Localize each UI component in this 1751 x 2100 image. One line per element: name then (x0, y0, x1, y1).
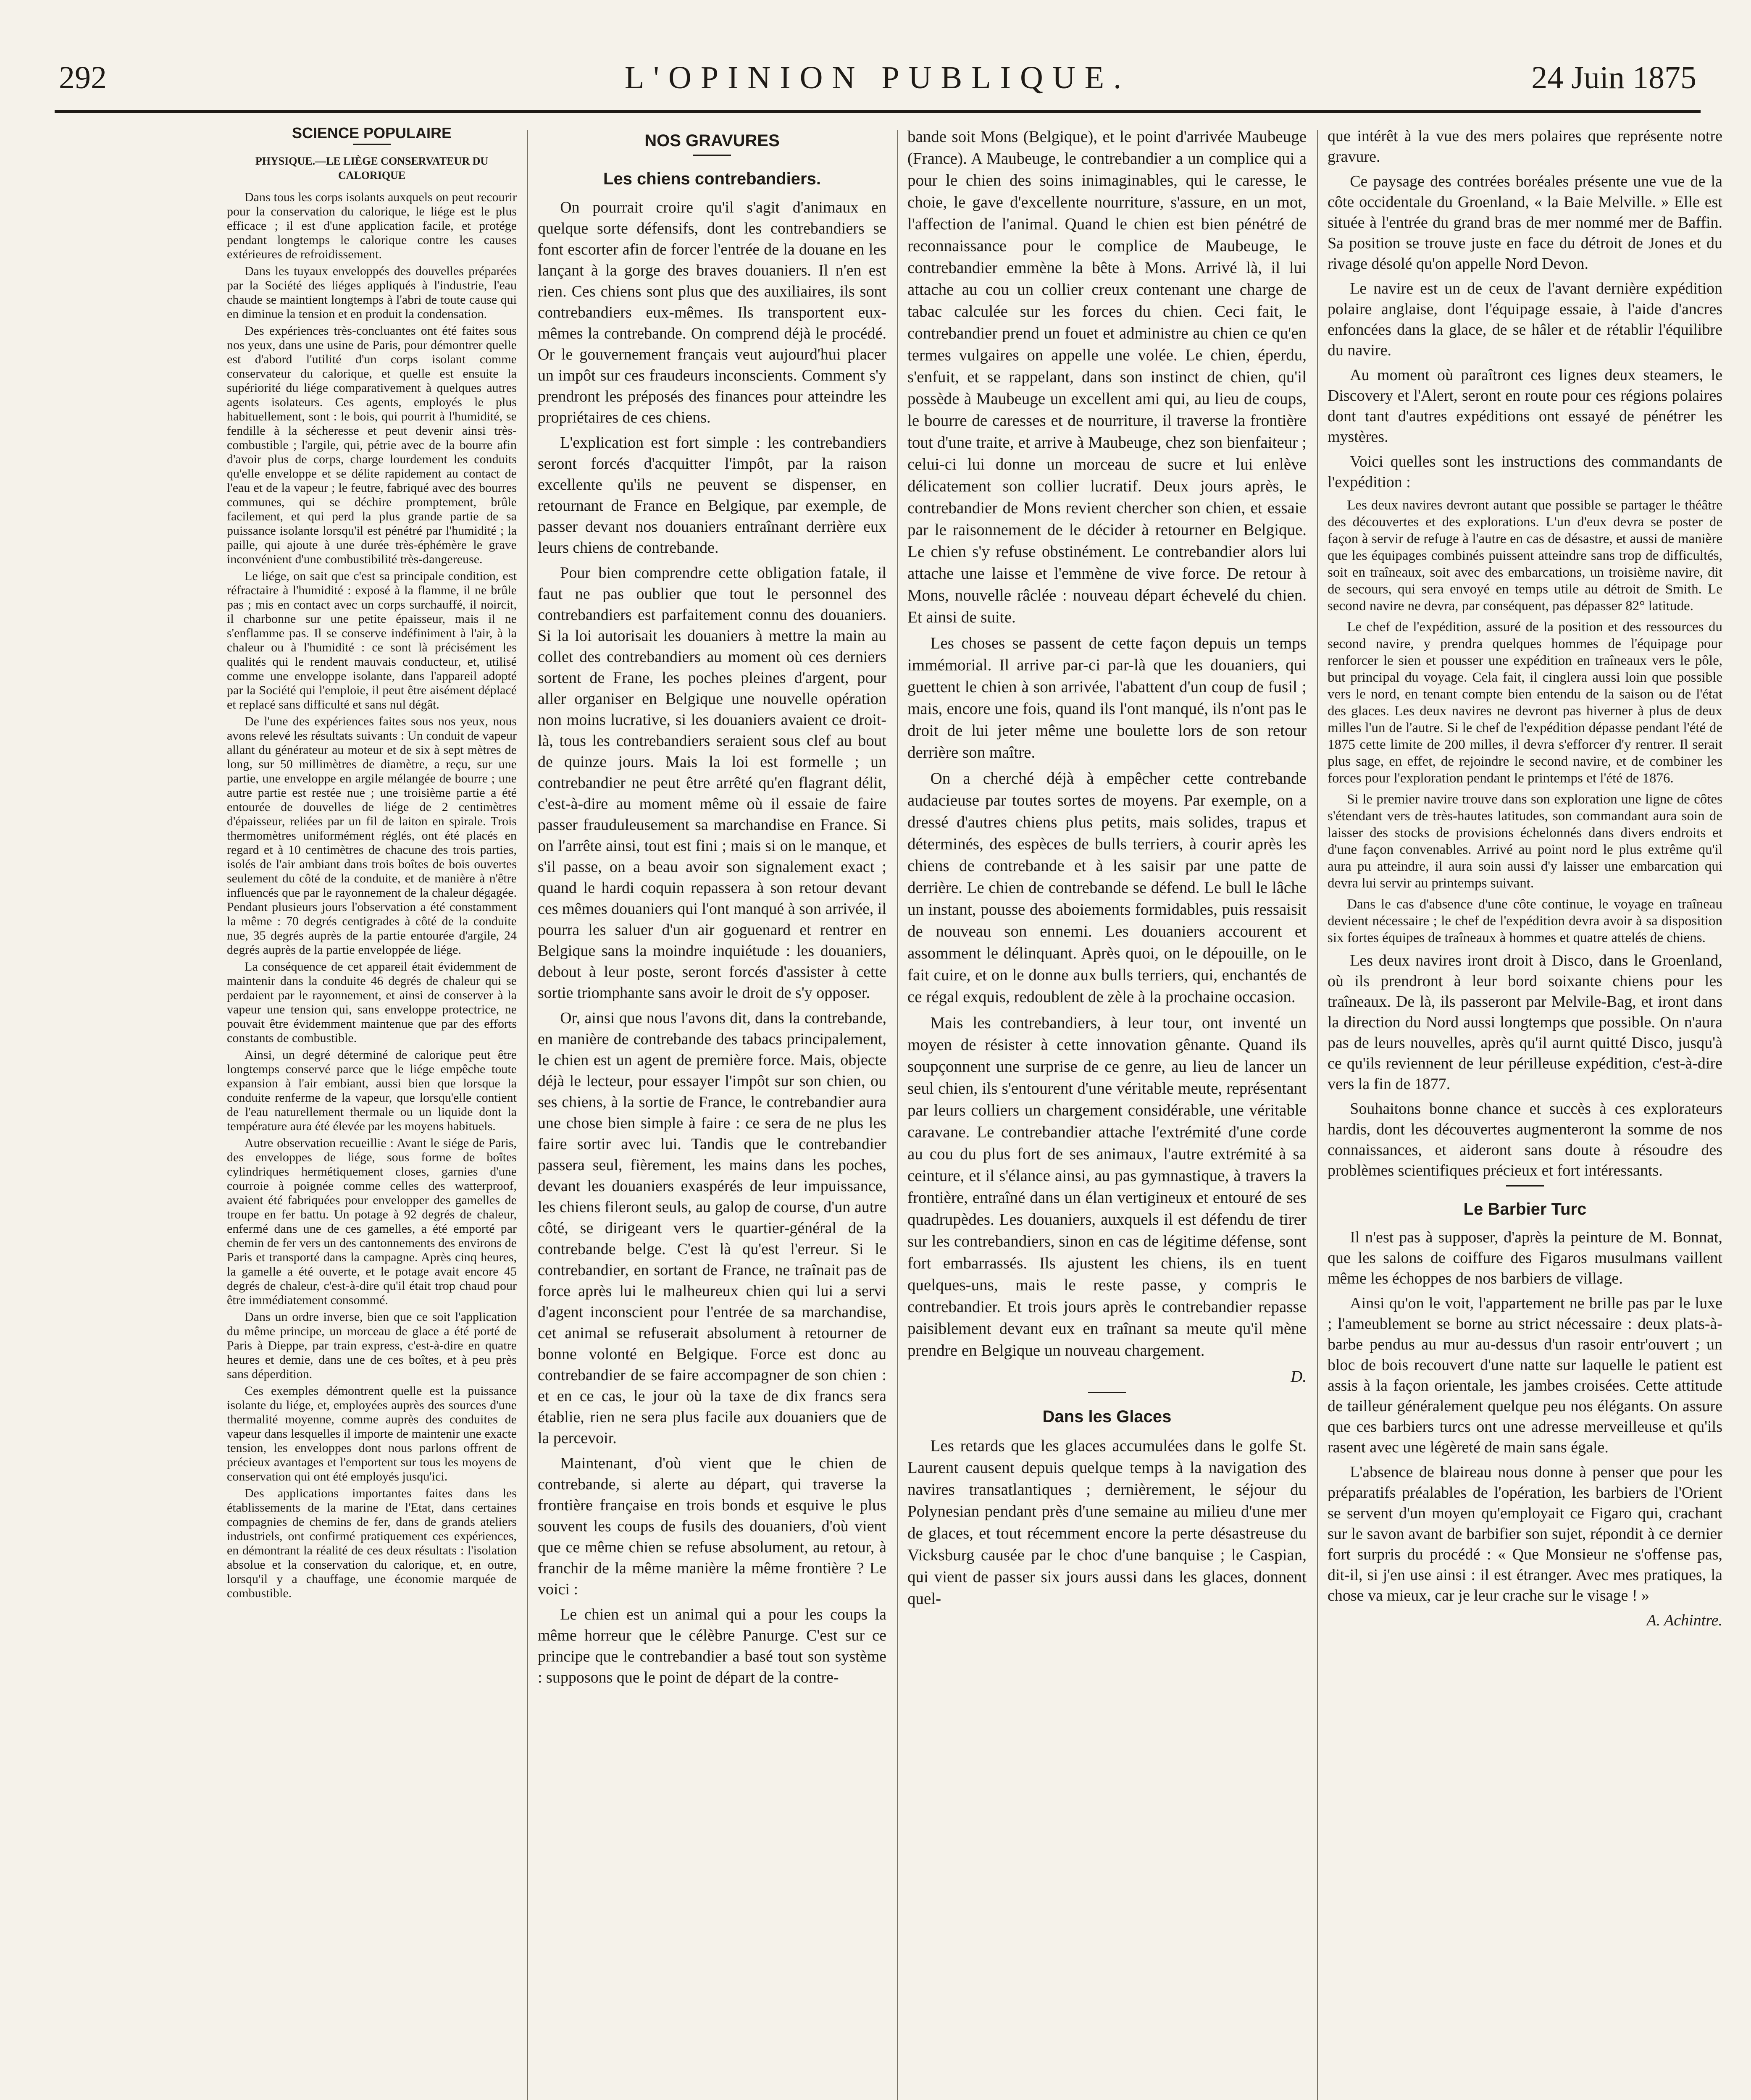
column-chiens-suite (907, 126, 1307, 2100)
column-science (227, 126, 517, 2100)
paragraph: Si le premier navire trouve dans son exploration une ligne de côtes s'étendant vers de très-hautes latitudes, son commandant aura soin de laisser des stocks de provisions échelonnés dans divers endroits et d'une façon convenables. Arrivé au point nord le plus extrême qu'il aura pu atteindre, il aura soin aussi d'y laisser une embarcation qui devra lui servir au printemps suivant. (1328, 792, 1722, 891)
paragraph: Pour bien comprendre cette obligation fatale, il faut ne pas oublier que tout le personnel des contrebandiers est parfaitement connu des douaniers. Si la loi autorisait les douaniers à mettre la main au collet des contrebandiers au moment où ces derniers sortent de Frane, les poches pleines d'argent, pour aller organiser en Belgique une nouvelle opération non moins lucrative, si les douaniers avaient ce droit-là, tous les contrebandiers seraient sous clef au bout de quinze jours. Mais la loi est formelle ; un contrebandier ne peut être arrêté qu'en flagrant délit, c'est-à-dire au moment même où il essaie de faire passer frauduleusement sa marchandise en France. Si on l'arrête ainsi, tout est fini ; mais si on le manque, et s'il passe, on a beau avoir son signalement exact ; quand le hardi coquin repassera à son retour devant ces mêmes douaniers qui l'ont manqué à son arrivée, il pourra les saluer d'un air goguenard et rentrer en Belgique sans la moindre inquiétude : les douaniers, debout à leur poste, seront forcés d'assister à cette sortie triomphante sans avoir le droit de s'y opposer. (538, 564, 886, 1002)
paragraph: Les deux navires devront autant que possible se partager le théâtre des découvertes et des explorations. L'un d'eux devra se poster de façon à servir de refuge à l'autre en cas de désastre, et aussi de manière que les équipages combinés puissent atteindre sans trop de difficultés, soit en traîneaux, soit avec des embarcations, un troisième navire, dit de secours, qui sera envoyé en temps utile au détroit de Smith. Le second navire ne devra, par conséquent, pas dépasser 82° latitude. (1328, 498, 1722, 614)
signature: D. (1291, 1368, 1307, 1386)
short-rule (1088, 1392, 1126, 1393)
article-title: Les chiens contrebandiers. (603, 170, 821, 188)
paragraph: On pourrait croire qu'il s'agit d'animaux en quelque sorte défensifs, dont les contrebandiers se font escorter afin de forcer l'entrée de la douane en les lançant à la gorge des braves douaniers. Il n'en est rien. Ces chiens sont plus que des auxiliaires, ils sont contrebandiers eux-mêmes. Ils transportent eux-mêmes la contrebande. On comprend déjà le procédé. Or le gouvernement français veut aujourd'hui placer un impôt sur ces fraudeurs inconscients. Comment s'y prendront les préposés des finances pour atteindre les propriétaires de ces chiens. (538, 199, 886, 426)
columns (227, 126, 1727, 2100)
paragraph: Le chien est un animal qui a pour les coups la même horreur que le célèbre Panurge. C'est sur ce principe que le contrebandier a basé tout son système : supposons que le point de départ de la contre- (538, 1606, 886, 1686)
paragraph: Mais les contrebandiers, à leur tour, ont inventé un moyen de résister à cette innovation gênante. Quand ils soupçonnent une surprise de ce genre, au lieu de lancer un seul chien, ils s'entourent d'une véritable meute, représentant par leurs colliers un chargement considérable, une véritable caravane. Le contrebandier attache l'extrémité d'une corde au cou du plus fort de ses animaux, l'autre extrémité à sa ceinture, et il s'élance ainsi, au pas gymnastique, à travers la frontière, entraîné dans un élan vertigineux et entouré de ses quadrupèdes. Les douaniers, auxquels il est défendu de tirer sur les contrebandiers, sinon en cas de légitime défense, sont fort embarrassés. Ils ajustent les chiens, ils en tuent quelques-uns, mais le reste passe, y compris le contrebandier. Et trois jours après le contrebandier repasse paisiblement devant eux en traînant sa meute qu'il mène prendre en Belgique un nouveau chargement. (907, 1014, 1307, 1360)
paragraph: Souhaitons bonne chance et succès à ces explorateurs hardis, dont les découvertes augmenteront la somme de nos connaissances, et aideront sans doute à résoudre des problèmes scientifiques précieux et fort intéressants. (1328, 1100, 1722, 1179)
short-rule (693, 155, 731, 156)
paragraph: bande soit Mons (Belgique), et le point d'arrivée Maubeuge (France). A Maubeuge, le contrebandier a un complice qui a pour le chien des soins inimaginables, qui le caresse, le choie, le gave d'excellente nourriture, s'assure, en un mot, l'affection de l'animal. Quand le chien est bien pénétré de reconnaissance pour le complice de Maubeuge, le contrebandier emmène la bête à Mons. Arrivé là, il lui attache au cou un collier creux contenant une charge de tabac calculée sur les forces du chien. Ceci fait, le contrebandier prend un fouet et administre au chien ce qu'en termes vulgaires on appelle une volée. Le chien, éperdu, s'enfuit, et se rappelant, dans son instinct de chien, qu'il possède à Maubeuge un excellent ami qui, au lieu de coups, le bourre de caresses et de nourriture, il traverse la frontière tout d'une traite, et arrive à Maubeuge, chez son bienfaiteur ; celui-ci lui donne un morceau de sucre et lui enlève délicatement son collier lucratif. Deux jours après, le contrebandier de Mons revient chercher son chien, et essaie par le raisonnement de le décider à retourner en Belgique. Le chien s'y refuse obstinément. Le contrebandier alors lui attache une laisse et l'emmène de vive force. De retour à Mons, nouvelle râclée : nouveau départ échevelé du chien. Et ainsi de suite. (907, 128, 1307, 626)
column-gravures (538, 126, 886, 2100)
signature: A. Achintre. (1646, 1612, 1722, 1629)
paragraph: Le chef de l'expédition, assuré de la position et des ressources du second navire, y prendra quelques hommes de l'équipage pour renforcer le sien et pousser une expédition en traîneaux vers le pôle, but principal du voyage. Cela fait, il cinglera aussi loin que possible vers le nord, en tenant compte bien entendu de la saison ou de l'état des glaces. Les deux navires ne devront pas hiverner à plus de deux milles l'un de l'autre. Si le chef de l'expédition dépasse pendant l'été de 1875 cette limite de 200 milles, il devra s'efforcer d'y rentrer. Il serait plus sage, en effet, de rejoindre le second navire, et de combiner les forces pour l'exploration pendant le printemps et l'été de 1876. (1328, 620, 1722, 786)
paragraph: Ces exemples démontrent quelle est la puissance isolante du liége, et, employées auprès des sources d'une thermalité moyenne, comme auprès des conduites de vapeur dans lesquelles il importe de maintenir une exacte tension, les enveloppes dont nous parlons offrent de précieux avantages et l'emportent sur tous les moyens de conservation qui ont été employés jusqu'ici. (227, 1384, 517, 1483)
paragraph: Le navire est un de ceux de l'avant dernière expédition polaire anglaise, dont l'équipage essaie, à l'aide d'ancres enfoncées dans la glace, de se hâler et de rétablir l'équilibre du navire. (1328, 280, 1722, 359)
paragraph: Des expériences très-concluantes ont été faites sous nos yeux, dans une usine de Paris, pour démontrer quelle est d'abord l'utilité d'un corps isolant comme conservateur du calorique, et quelle est ensuite la supériorité du liége comparativement à quelques autres agents isolateurs. Ces agents, employés le plus habituellement, sont : le bois, qui pourrit à l'humidité, se fendille à la sécheresse et peut devenir ainsi très-combustible ; l'argile, qui, pétrie avec de la bourre afin d'avoir plus de corps, charge lourdement les conduits qu'elle enveloppe et se délite rapidement au contact de l'eau et de la vapeur ; le feutre, fabriqué avec des bourres communes, qui se déchire promptement, brûle facilement, et qui perd la plus grande partie de sa puissance isolante lorsqu'il est pénétré par l'humidité ; la paille, qui ajoute à une durée très-éphémère le grave inconvénient d'une combustibilité très-dangereuse. (227, 324, 517, 566)
paragraph: Maintenant, d'où vient que le chien de contrebande, si alerte au départ, qui traverse la frontière française en trois bonds et esquive le plus souvent les coups de fusils des douaniers, d'où vient que ce même chien se refuse absolument, au retour, à franchir de la même manière la même frontière ? Le voici : (538, 1454, 886, 1598)
column-divider (1317, 130, 1318, 2100)
paragraph: Les deux navires iront droit à Disco, dans le Groenland, où ils prendront à leur bord soixante chiens pour les traîneaux. De là, ils passeront par Melvile-Bag, et iront dans la direction du Nord aussi longtemps que possible. On n'aura pas de leurs nouvelles, après qu'il aurnt quitté Disco, jusqu'à ce qu'ils reviennent de leur périlleuse expédition, c'est-à-dire vers la fin de 1877. (1328, 952, 1722, 1093)
page-number: 292 (59, 60, 107, 95)
paragraph: Il n'est pas à supposer, d'après la peinture de M. Bonnat, que les salons de coiffure des Figaros musulmans vaillent même les échoppes de nos barbiers de village. (1328, 1228, 1722, 1287)
paragraph: Dans tous les corps isolants auxquels on peut recourir pour la conservation du calorique, le liége est le plus efficace ; il est d'une application facile, et protége pendant longtemps le calorique contre les causes extérieures de refroidissement. (227, 190, 517, 261)
short-rule (353, 144, 391, 145)
paragraph: Dans les tuyaux enveloppés des douvelles préparées par la Société des liéges appliqués à l'industrie, l'eau chaude se maintient longtemps à l'abri de toute cause qui en diminue la tension et en produit la condensation. (227, 264, 517, 321)
short-rule (1506, 1185, 1544, 1186)
paragraph: Ainsi, un degré déterminé de calorique peut être longtemps conservé parce que le liége empêche toute expansion à l'air embiant, aussi bien que lorsque la conduite renferme de la vapeur, que lorsqu'elle contient de l'eau naturellement thermale ou un liquide dont la température aura été élevée par les moyens habituels. (227, 1048, 517, 1133)
section-title: NOS GRAVURES (644, 131, 780, 150)
paragraph: Dans un ordre inverse, bien que ce soit l'application du même principe, un morceau de glace a été porté de Paris à Dieppe, par train express, c'est-à-dire en quatre heures et demie, dans une de ces boîtes, et à peu près sans déperdition. (227, 1310, 517, 1381)
section-title: SCIENCE POPULAIRE (292, 126, 452, 142)
paragraph: Au moment où paraîtront ces lignes deux steamers, le Discovery et l'Alert, seront en route pour ces régions polaires dont tant d'autres expéditions ont essayé de pénétrer les mystères. (1328, 366, 1722, 446)
paragraph: La conséquence de cet appareil était évidemment de maintenir dans la conduite 46 degrés de chaleur qui se perdaient par le rayonnement, et ainsi de conserver à la vapeur une tension qui, sans enveloppe protectrice, ne pouvait être évidemment maintenue que par des efforts constants de combustible. (227, 960, 517, 1045)
paragraph: Ce paysage des contrées boréales présente une vue de la côte occidentale du Groenland, « la Baie Melville. » Elle est située à l'entrée du grand bras de mer nommé mer de Baffin. Sa position se trouve juste en face du détroit de Jones et du rivage désolé qu'on appelle Nord Devon. (1328, 173, 1722, 273)
paragraph: que intérêt à la vue des mers polaires que représente notre gravure. (1328, 127, 1722, 165)
newspaper-title: L'OPINION PUBLIQUE. (624, 60, 1131, 95)
masthead (59, 42, 1696, 113)
article-title: Dans les Glaces (1042, 1407, 1172, 1426)
paragraph: Voici quelles sont les instructions des commandants de l'expédition : (1328, 453, 1722, 491)
masthead-rule (55, 110, 1701, 113)
paragraph: Les retards que les glaces accumulées dans le golfe St. Laurent causent depuis quelque temps à la navigation des navires transatlantiques ; dernièrement, le séjour du Polynesian pendant près d'une semaine au milieu d'une mer de glaces, et tout récemment encore la perte désastreuse du Vicksburg causée par le choc d'une banquise ; le Caspian, qui vient de passer six jours aussi dans les glaces, donnent quel- (907, 1437, 1307, 1608)
paragraph: Ainsi qu'on le voit, l'appartement ne brille pas par le luxe ; l'ameublement se borne au strict nécessaire : deux plats-à-barbe pendus au mur au-dessus d'un rasoir entr'ouvert ; un bloc de bois recouvert d'une natte sur laquelle le patient est assis à la façon orientale, les jambes croisées. Cette attitude de tailleur généralement quelque peu nos élégants. On assure que ces barbiers turcs ont une adresse merveilleuse et qu'ils rasent avec une légèreté de main sans égale. (1328, 1294, 1722, 1456)
paragraph: L'explication est fort simple : les contrebandiers seront forcés d'acquitter l'impôt, par la raison excellente qu'ils ne peuvent se dispenser, en retournant de France en Belgique, par exemple, de passer devant nos douaniers entraînant derrière eux leurs chiens de contrebande. (538, 434, 886, 556)
paragraph: Autre observation recueillie : Avant le siége de Paris, des enveloppes de liége, sous forme de boîtes cylindriques hermétiquement closes, garnies d'une courroie à poignée comme celles des watterproof, avaient été fabriquées pour envelopper des gamelles de troupe en fer battu. Un potage à 92 degrés de chaleur, enfermé dans une de ces gamelles, a été emporté par chemin de fer vers un des cantonnements des environs de Paris et transporté dans la campagne. Après cinq heures, la gamelle a été ouverte, et le potage avait encore 45 degrés de chaleur, c'est-à-dire qu'il était trop chaud pour être immédiatement consommé. (227, 1136, 517, 1307)
paragraph: Or, ainsi que nous l'avons dit, dans la contrebande, en manière de contrebande des tabacs principalement, le chien est un agent de première force. Mais, objecte déjà le lecteur, pour essayer l'impôt sur son chien, ou ses chiens, à la sortie de France, le contrebandier aura une chose bien simple à faire : ce sera de ne plus les faire sortir avec lui. Tandis que le contrebandier passera seul, fièrement, les mains dans les poches, devant les douaniers exaspérés de leur impuissance, les chiens fileront seuls, au galop de course, d'un autre côté, se dirigeant vers le quartier-général de la contrebande belge. C'est là qu'est l'erreur. Si le contrebandier, en sortant de France, ne traînait pas de force après lui le malheureux chien qui lui a servi d'agent inconscient pour l'entrée de sa marchandise, cet animal se refuserait absolument à retourner de bonne volonté en Belgique. Force est donc au contrebandier de se faire accompagner de son chien : et en ce cas, le jour où la taxe de dix francs sera établie, rien ne sera plus facile aux douaniers que de la percevoir. (538, 1009, 886, 1447)
paragraph: Les choses se passent de cette façon depuis un temps immémorial. Il arrive par-ci par-là que les douaniers, qui guettent le chien à son arrivée, l'abattent d'un coup de fusil ; mais, encore une fois, quand ils l'ont manqué, ils n'ont pas le droit de lui jeter même une boulette lors de son retour derrière son maître. (907, 634, 1307, 761)
column-divider (897, 130, 898, 2100)
paragraph: De l'une des expériences faites sous nos yeux, nous avons relevé les résultats suivants : Un conduit de vapeur allant du générateur au moteur et de six à sept mètres de long, sur 50 millimètres de diamètre, a reçu, sur une partie, une enveloppe en argile mélangée de bourre ; une autre partie est restée nue ; une troisième partie a été entourée de douvelles de liége de 2 centimètres d'épaisseur, reliées par un fil de laiton en spirale. Trois thermomètres uniformément réglés, ont été placés en regard et à 10 centimètres de chacune des trois parties, isolés de l'air ambiant dans trois boîtes de bois ouvertes seulement du côté de la conduite, et de manière à n'être influencés que par le rayonnement de la chaleur dégagée. Pendant plusieurs jours l'observation a été constamment la même : 70 degrés centigrades à côté de la conduite nue, 35 degrés auprès de la partie entourée d'argile, 24 degrés auprès de la partie enveloppée de liége. (227, 714, 517, 957)
column-divider (527, 130, 528, 2100)
paragraph: Des applications importantes faites dans les établissements de la marine de l'Etat, dans certaines compagnies de chemins de fer, dans de grands ateliers industriels, ont confirmé pratiquement ces expériences, en démontrant la réalité de ces deux résultats : l'isolation absolue et la conservation du calorique, et, en outre, lorsqu'il y a chauffage, une économie marquée de combustible. (227, 1486, 517, 1600)
paragraph: L'absence de blaireau nous donne à penser que pour les préparatifs préalables de l'opération, les barbiers de l'Orient se servent d'un moyen qu'employait ce Figaro qui, crachant sur le savon avant de barbifier son sujet, répondit à ce dernier fort surpris du procédé : « Que Monsieur ne s'offense pas, dit-il, si j'en use ainsi : il est étranger. Avec mes pratiques, la chose va mieux, car je leur crache sur le visage ! » (1328, 1463, 1722, 1604)
paragraph: On a cherché déjà à empêcher cette contrebande audacieuse par toutes sortes de moyens. Par exemple, on a dressé d'autres chiens plus petits, mais solides, trapus et déterminés, des espèces de bulls terriers, à courir après les chiens de contrebande et à les saisir par une patte de derrière. Le chien de contrebande se défend. Le bull le lâche un instant, pousse des aboiements formidables, puis ressaisit de nouveau son ennemi. Les douaniers accourent et assomment le délinquant. Après quoi, on le dépouille, on le fait cuire, et on le donne aux bulls terriers, qui, enchantés de ce régal exquis, redoublent de zèle à la prochaine occasion. (907, 769, 1307, 1006)
article-subtitle: PHYSIQUE.—LE LIÈGE CONSERVATEUR DU CALORIQUE (255, 155, 489, 181)
paragraph: Le liége, on sait que c'est sa principale condition, est réfractaire à l'humidité : exposé à la flamme, il ne brûle pas ; mis en contact avec un corps surchauffé, il noircit, il charbonne sur une petite épaisseur, mais il ne s'enflamme pas. Il se conserve indéfiniment à l'air, à la chaleur ou à l'humidité : ce sont là précisément les qualités qui le rendent mauvais conducteur, et, utilisé comme une enveloppe isolante, dans l'appareil adopté par la Société qui l'emploie, il peut être aisément déplacé et replacé sans difficulté et sans nul dégât. (227, 569, 517, 711)
article-title: Le Barbier Turc (1463, 1200, 1587, 1218)
issue-date: 24 Juin 1875 (1531, 60, 1696, 95)
column-glaces-barbier (1328, 126, 1722, 2100)
paragraph: Dans le cas d'absence d'une côte continue, le voyage en traîneau devient nécessaire ; le chef de l'expédition devra avoir à sa disposition six fortes équipes de traîneaux à hommes et quatre attelés de chiens. (1328, 897, 1722, 945)
